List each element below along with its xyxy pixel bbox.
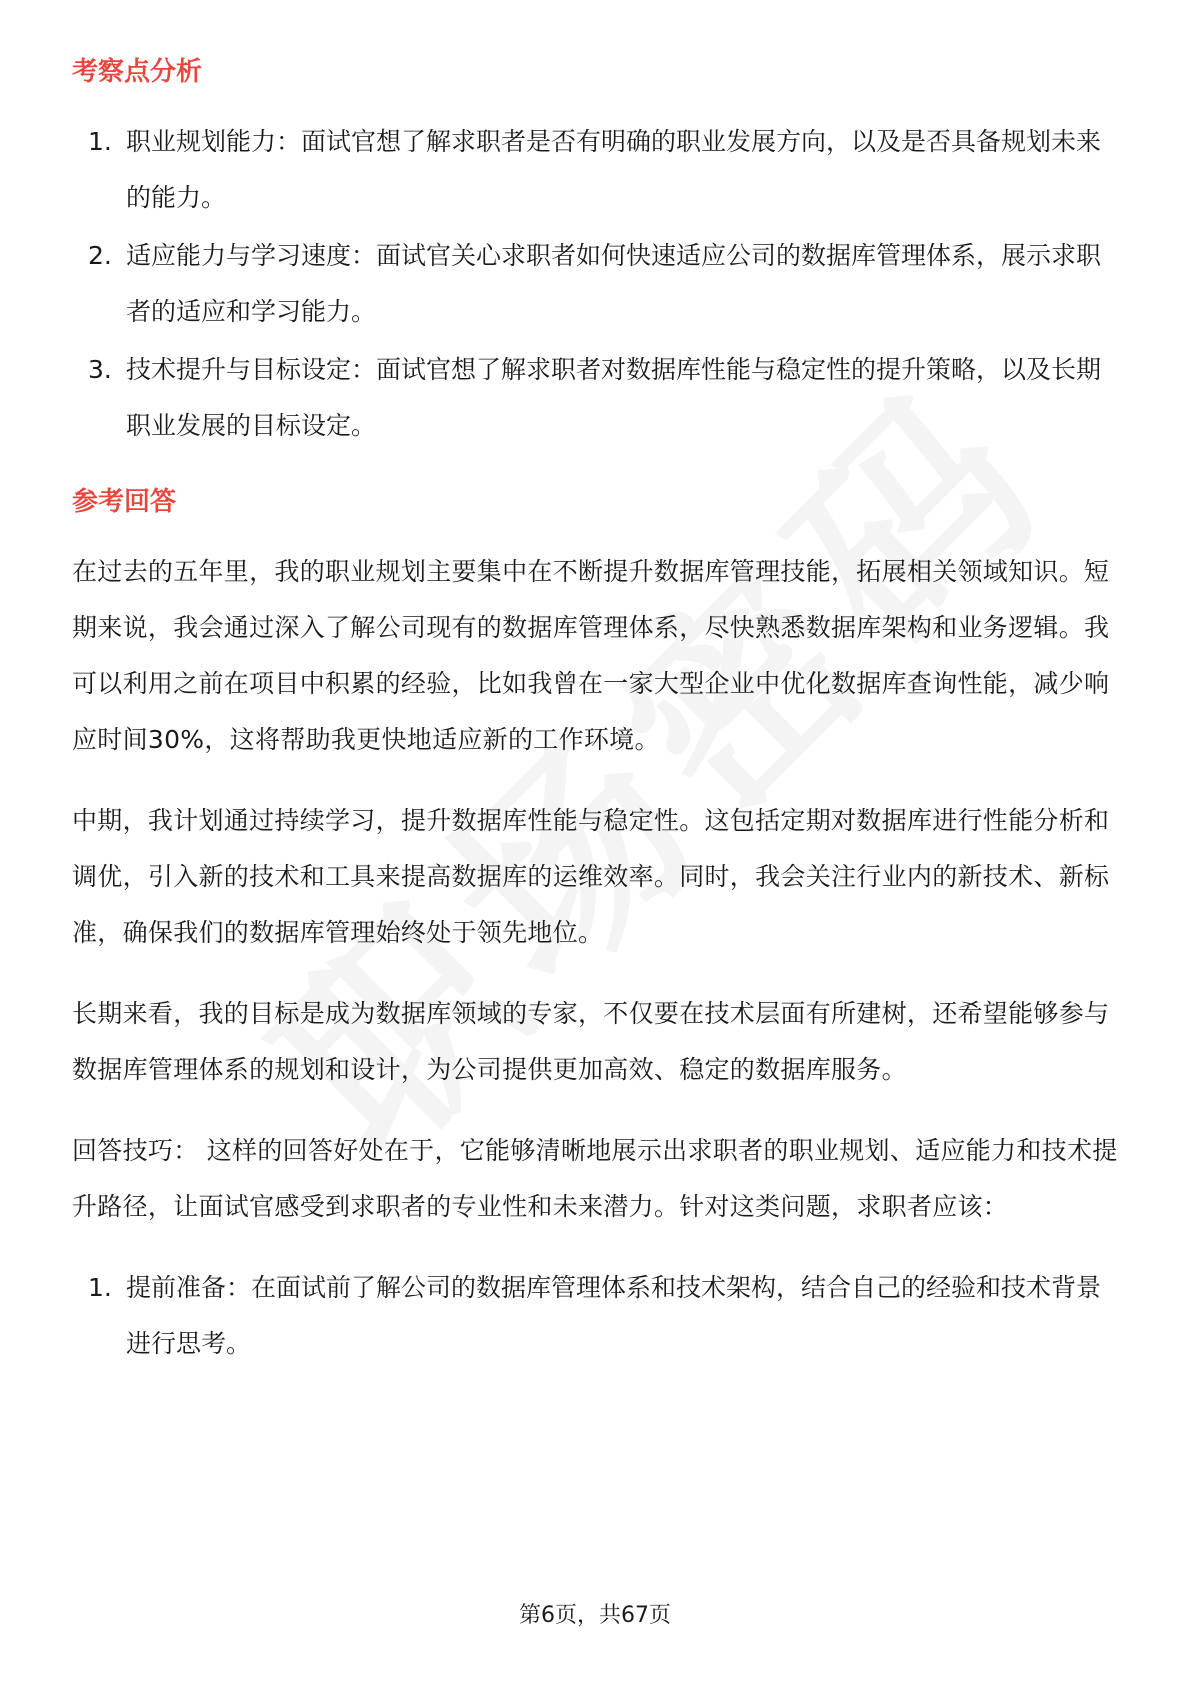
tips-list <box>72 1260 1122 1372</box>
list-item <box>72 1260 1122 1372</box>
list-item <box>72 342 1122 454</box>
list-item-number: 3. <box>88 355 112 384</box>
answer-paragraph: 在过去的五年里，我的职业规划主要集中在不断提升数据库管理技能，拓展相关领域知识。短期来说，我会通过深入了解公司现有的数据库管理体系，尽快熟悉数据库架构和业务逻辑。我可以利用之前在项目中积累的经验，比如我曾在一家大型企业中优化数据库查询性能，减少响应时间30%，这将帮助我更快地适应新的工作环境。 <box>72 557 1110 754</box>
answer-tips-intro: 回答技巧： 这样的回答好处在于，它能够清晰地展示出求职者的职业规划、适应能力和技术提升路径，让面试官感受到求职者的专业性和未来潜力。针对这类问题，求职者应该： <box>72 1136 1118 1221</box>
answer-paragraph: 长期来看，我的目标是成为数据库领域的专家，不仅要在技术层面有所建树，还希望能够参与数据库管理体系的规划和设计，为公司提供更加高效、稳定的数据库服务。 <box>72 999 1110 1084</box>
section-title-answer: 参考回答 <box>72 487 177 517</box>
list-item-number: 1. <box>88 127 112 156</box>
list-item-text: 职业规划能力：面试官想了解求职者是否有明确的职业发展方向，以及是否具备规划未来的能力。 <box>126 127 1102 212</box>
page-content <box>72 40 1122 1374</box>
analysis-list <box>72 114 1122 454</box>
page-number: 第6页，共67页 <box>519 1603 671 1628</box>
list-item-text: 提前准备：在面试前了解公司的数据库管理体系和技术架构，结合自己的经验和技术背景进行思考。 <box>126 1273 1102 1358</box>
section-title-analysis: 考察点分析 <box>72 57 203 87</box>
list-item-text: 技术提升与目标设定：面试官想了解求职者对数据库性能与稳定性的提升策略，以及长期职业发展的目标设定。 <box>126 355 1102 440</box>
list-item <box>72 114 1122 226</box>
list-item-number: 2. <box>88 241 112 270</box>
list-item-text: 适应能力与学习速度：面试官关心求职者如何快速适应公司的数据库管理体系，展示求职者的适应和学习能力。 <box>126 241 1102 326</box>
list-item <box>72 228 1122 340</box>
answer-paragraph: 中期，我计划通过持续学习，提升数据库性能与稳定性。这包括定期对数据库进行性能分析和调优，引入新的技术和工具来提高数据库的运维效率。同时，我会关注行业内的新技术、新标准，确保我们的数据库管理始终处于领先地位。 <box>72 806 1110 947</box>
list-item-number: 1. <box>88 1273 112 1302</box>
